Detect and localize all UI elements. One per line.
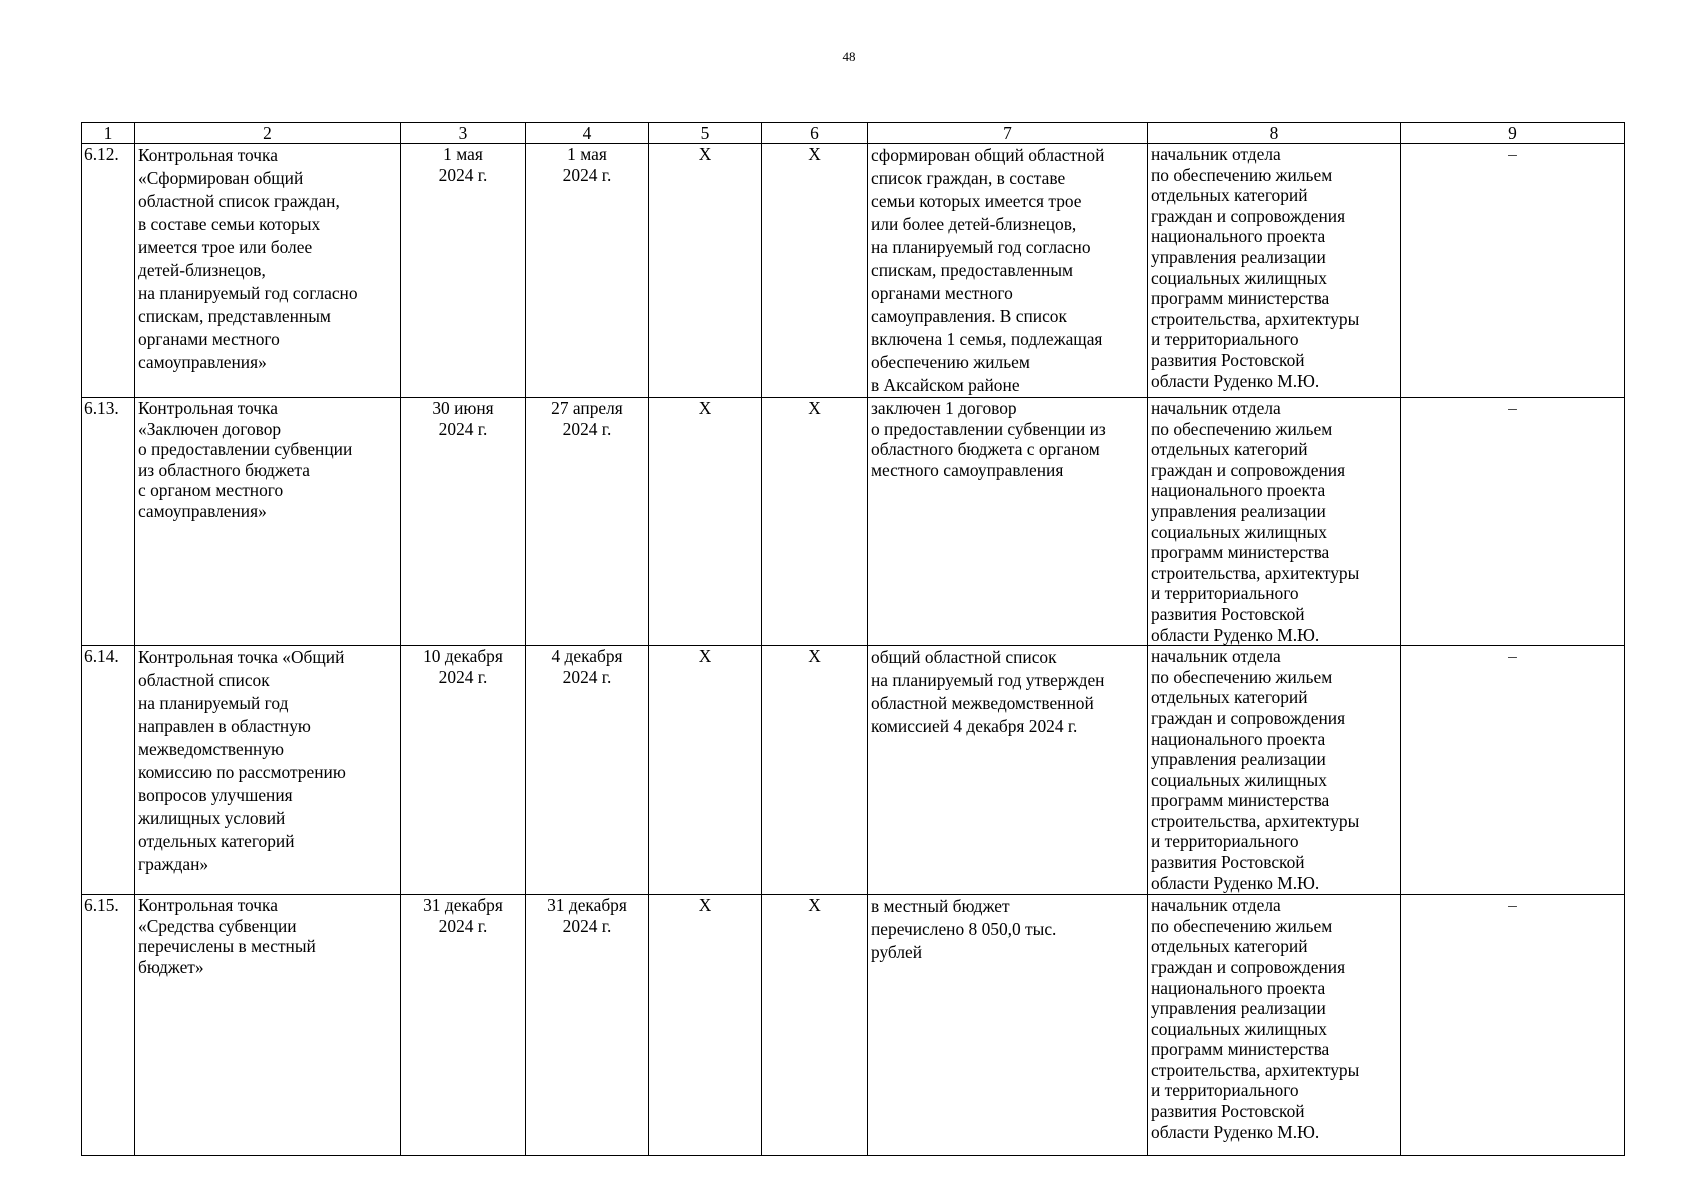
- column-header: 1: [82, 123, 135, 144]
- column-5-value: X: [649, 646, 762, 895]
- column-header: 6: [762, 123, 868, 144]
- control-point-name: Контрольная точка «Общий областной список на планируемый год направлен в областную межведомственную комиссию по рассмотрению вопросов улучшения жилищных условий отдельных категорий граждан»: [135, 646, 401, 895]
- row-number: 6.12.: [82, 144, 135, 398]
- control-point-name: Контрольная точка «Заключен договор о предоставлении субвенции из областного бюджета с органом местного самоуправления»: [135, 398, 401, 646]
- column-header: 3: [401, 123, 526, 144]
- column-9-value: –: [1401, 144, 1625, 398]
- column-6-value: X: [762, 646, 868, 895]
- responsible-person: начальник отдела по обеспечению жильем отдельных категорий граждан и сопровождения национального проекта управления реализации социальных жилищных программ министерства строительства, архитектуры и территориального развития Ростовской области Руденко М.Ю.: [1148, 646, 1401, 895]
- result-text: в местный бюджет перечислено 8 050,0 тыс. рублей: [868, 895, 1148, 1156]
- column-header: 2: [135, 123, 401, 144]
- column-5-value: X: [649, 895, 762, 1156]
- fact-date: 1 мая 2024 г.: [526, 144, 649, 398]
- fact-date: 31 декабря 2024 г.: [526, 895, 649, 1156]
- table-row: [82, 646, 1625, 895]
- column-6-value: X: [762, 398, 868, 646]
- column-9-value: –: [1401, 398, 1625, 646]
- column-6-value: X: [762, 895, 868, 1156]
- responsible-person: начальник отдела по обеспечению жильем отдельных категорий граждан и сопровождения национального проекта управления реализации социальных жилищных программ министерства строительства, архитектуры и территориального развития Ростовской области Руденко М.Ю.: [1148, 144, 1401, 398]
- column-5-value: X: [649, 398, 762, 646]
- column-header: 9: [1401, 123, 1625, 144]
- column-9-value: –: [1401, 646, 1625, 895]
- plan-date: 30 июня 2024 г.: [401, 398, 526, 646]
- responsible-person: начальник отдела по обеспечению жильем отдельных категорий граждан и сопровождения национального проекта управления реализации социальных жилищных программ министерства строительства, архитектуры и территориального развития Ростовской области Руденко М.Ю.: [1148, 398, 1401, 646]
- fact-date: 4 декабря 2024 г.: [526, 646, 649, 895]
- result-text: общий областной список на планируемый год утвержден областной межведомственной комиссией 4 декабря 2024 г.: [868, 646, 1148, 895]
- responsible-person: начальник отдела по обеспечению жильем отдельных категорий граждан и сопровождения национального проекта управления реализации социальных жилищных программ министерства строительства, архитектуры и территориального развития Ростовской области Руденко М.Ю.: [1148, 895, 1401, 1156]
- result-text: заключен 1 договор о предоставлении субвенции из областного бюджета с органом местного самоуправления: [868, 398, 1148, 646]
- row-number: 6.15.: [82, 895, 135, 1156]
- page-number: 48: [842, 49, 856, 64]
- plan-date: 31 декабря 2024 г.: [401, 895, 526, 1156]
- column-9-value: –: [1401, 895, 1625, 1156]
- plan-date: 1 мая 2024 г.: [401, 144, 526, 398]
- table-row: [82, 895, 1625, 1156]
- column-header: 5: [649, 123, 762, 144]
- result-text: сформирован общий областной список граждан, в составе семьи которых имеется трое или более детей-близнецов, на планируемый год согласно спискам, предоставленным органами местного самоуправления. В список включена 1 семья, подлежащая обеспечению жильем в Аксайском районе: [868, 144, 1148, 398]
- table-row: [82, 398, 1625, 646]
- table-row: [82, 144, 1625, 398]
- plan-date: 10 декабря 2024 г.: [401, 646, 526, 895]
- column-header: 7: [868, 123, 1148, 144]
- control-points-table: [81, 122, 1625, 1156]
- control-point-name: Контрольная точка «Средства субвенции перечислены в местный бюджет»: [135, 895, 401, 1156]
- control-point-name: Контрольная точка «Сформирован общий областной список граждан, в составе семьи которых имеется трое или более детей-близнецов, на планируемый год согласно спискам, представленным органами местного самоуправления»: [135, 144, 401, 398]
- row-number: 6.13.: [82, 398, 135, 646]
- column-6-value: X: [762, 144, 868, 398]
- table-header-row: [82, 123, 1625, 144]
- column-header: 4: [526, 123, 649, 144]
- column-5-value: X: [649, 144, 762, 398]
- fact-date: 27 апреля 2024 г.: [526, 398, 649, 646]
- row-number: 6.14.: [82, 646, 135, 895]
- column-header: 8: [1148, 123, 1401, 144]
